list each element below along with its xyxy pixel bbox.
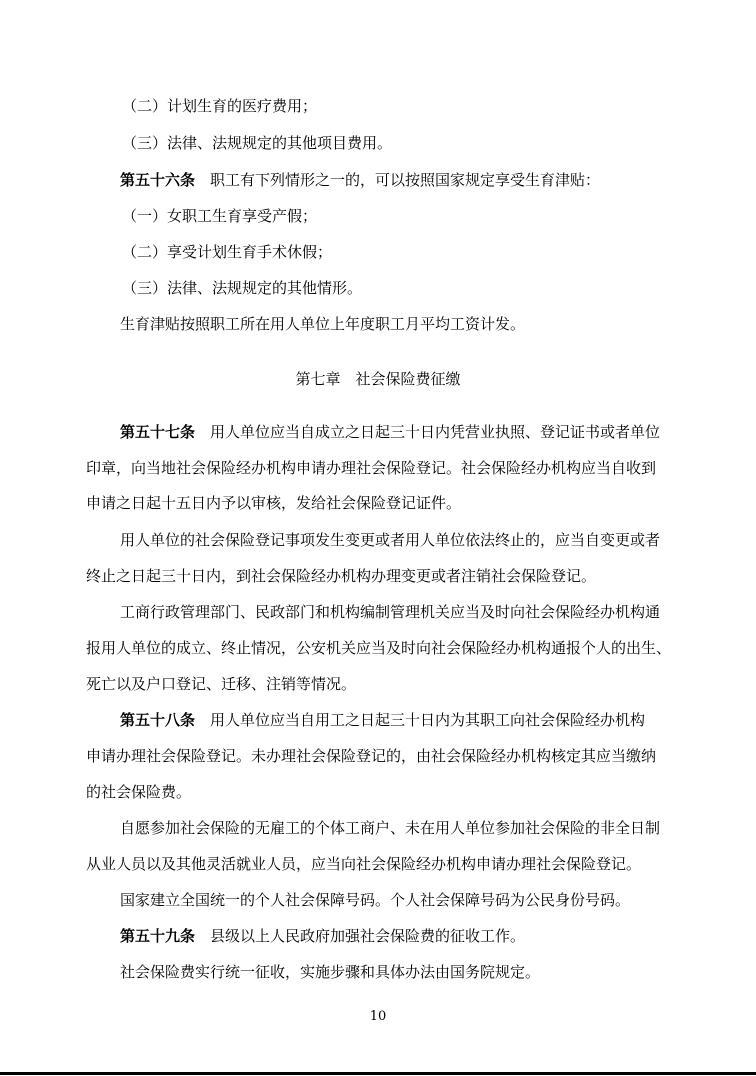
article-59 (120, 925, 720, 947)
bottom-divider (0, 1072, 756, 1075)
paragraph-line: 申请办理社会保险登记。未办理社会保险登记的，由社会保险经办机构核定其应当缴纳 (86, 747, 657, 765)
article-heading: 第五十八条 (120, 711, 196, 729)
paragraph-text: 用人单位应当自成立之日起三十日内凭营业执照、登记证书或者单位 (210, 423, 661, 441)
paragraph-line: （三）法律、法规规定的其他情形。 (122, 279, 363, 297)
article-58 (120, 709, 720, 731)
paragraph-line: 报用人单位的成立、终止情况，公安机关应当及时向社会保险经办机构通报个人的出生、 (86, 639, 672, 657)
paragraph-line: （二）计划生育的医疗费用； (122, 97, 318, 115)
paragraph-line: （三）法律、法规规定的其他项目费用。 (122, 134, 393, 152)
paragraph-line: 社会保险费实行统一征收，实施步骤和具体办法由国务院规定。 (120, 963, 541, 981)
paragraph-line: 终止之日起三十日内，到社会保险经办机构办理变更或者注销社会保险登记。 (86, 567, 597, 585)
chapter-title: 第七章 社会保险费征缴 (295, 370, 461, 388)
article-heading: 第五十七条 (120, 423, 196, 441)
paragraph-line: 死亡以及户口登记、迁移、注销等情况。 (86, 675, 357, 693)
paragraph-line: （二）享受计划生育手术休假； (122, 243, 333, 261)
paragraph-text: 职工有下列情形之一的，可以按照国家规定享受生育津贴： (210, 171, 601, 189)
paragraph-line: （一）女职工生育享受产假； (122, 207, 318, 225)
paragraph-line: 印章，向当地社会保险经办机构申请办理社会保险登记。社会保险经办机构应当自收到 (86, 459, 657, 477)
article-57 (120, 421, 720, 443)
paragraph-line: 用人单位的社会保险登记事项发生变更或者用人单位依法终止的，应当自变更或者 (120, 531, 661, 549)
paragraph-line: 生育津贴按照职工所在用人单位上年度职工月平均工资计发。 (120, 315, 526, 333)
paragraph-text: 县级以上人民政府加强社会保险费的征收工作。 (210, 927, 526, 945)
article-heading: 第五十九条 (120, 927, 196, 945)
article-56 (120, 169, 720, 191)
paragraph-line: 国家建立全国统一的个人社会保障号码。个人社会保障号码为公民身份号码。 (120, 891, 631, 909)
paragraph-line: 从业人员以及其他灵活就业人员，应当向社会保险经办机构申请办理社会保险登记。 (86, 855, 642, 873)
paragraph-line: 申请之日起十五日内予以审核，发给社会保险登记证件。 (86, 494, 462, 512)
paragraph-text: 用人单位应当自用工之日起三十日内为其职工向社会保险经办机构 (210, 711, 646, 729)
paragraph-line: 的社会保险费。 (86, 783, 192, 801)
article-heading: 第五十六条 (120, 171, 196, 189)
paragraph-line: 自愿参加社会保险的无雇工的个体工商户、未在用人单位参加社会保险的非全日制 (120, 819, 661, 837)
page-number: 10 (369, 1009, 387, 1024)
paragraph-line: 工商行政管理部门、民政部门和机构编制管理机关应当及时向社会保险经办机构通 (120, 603, 661, 621)
